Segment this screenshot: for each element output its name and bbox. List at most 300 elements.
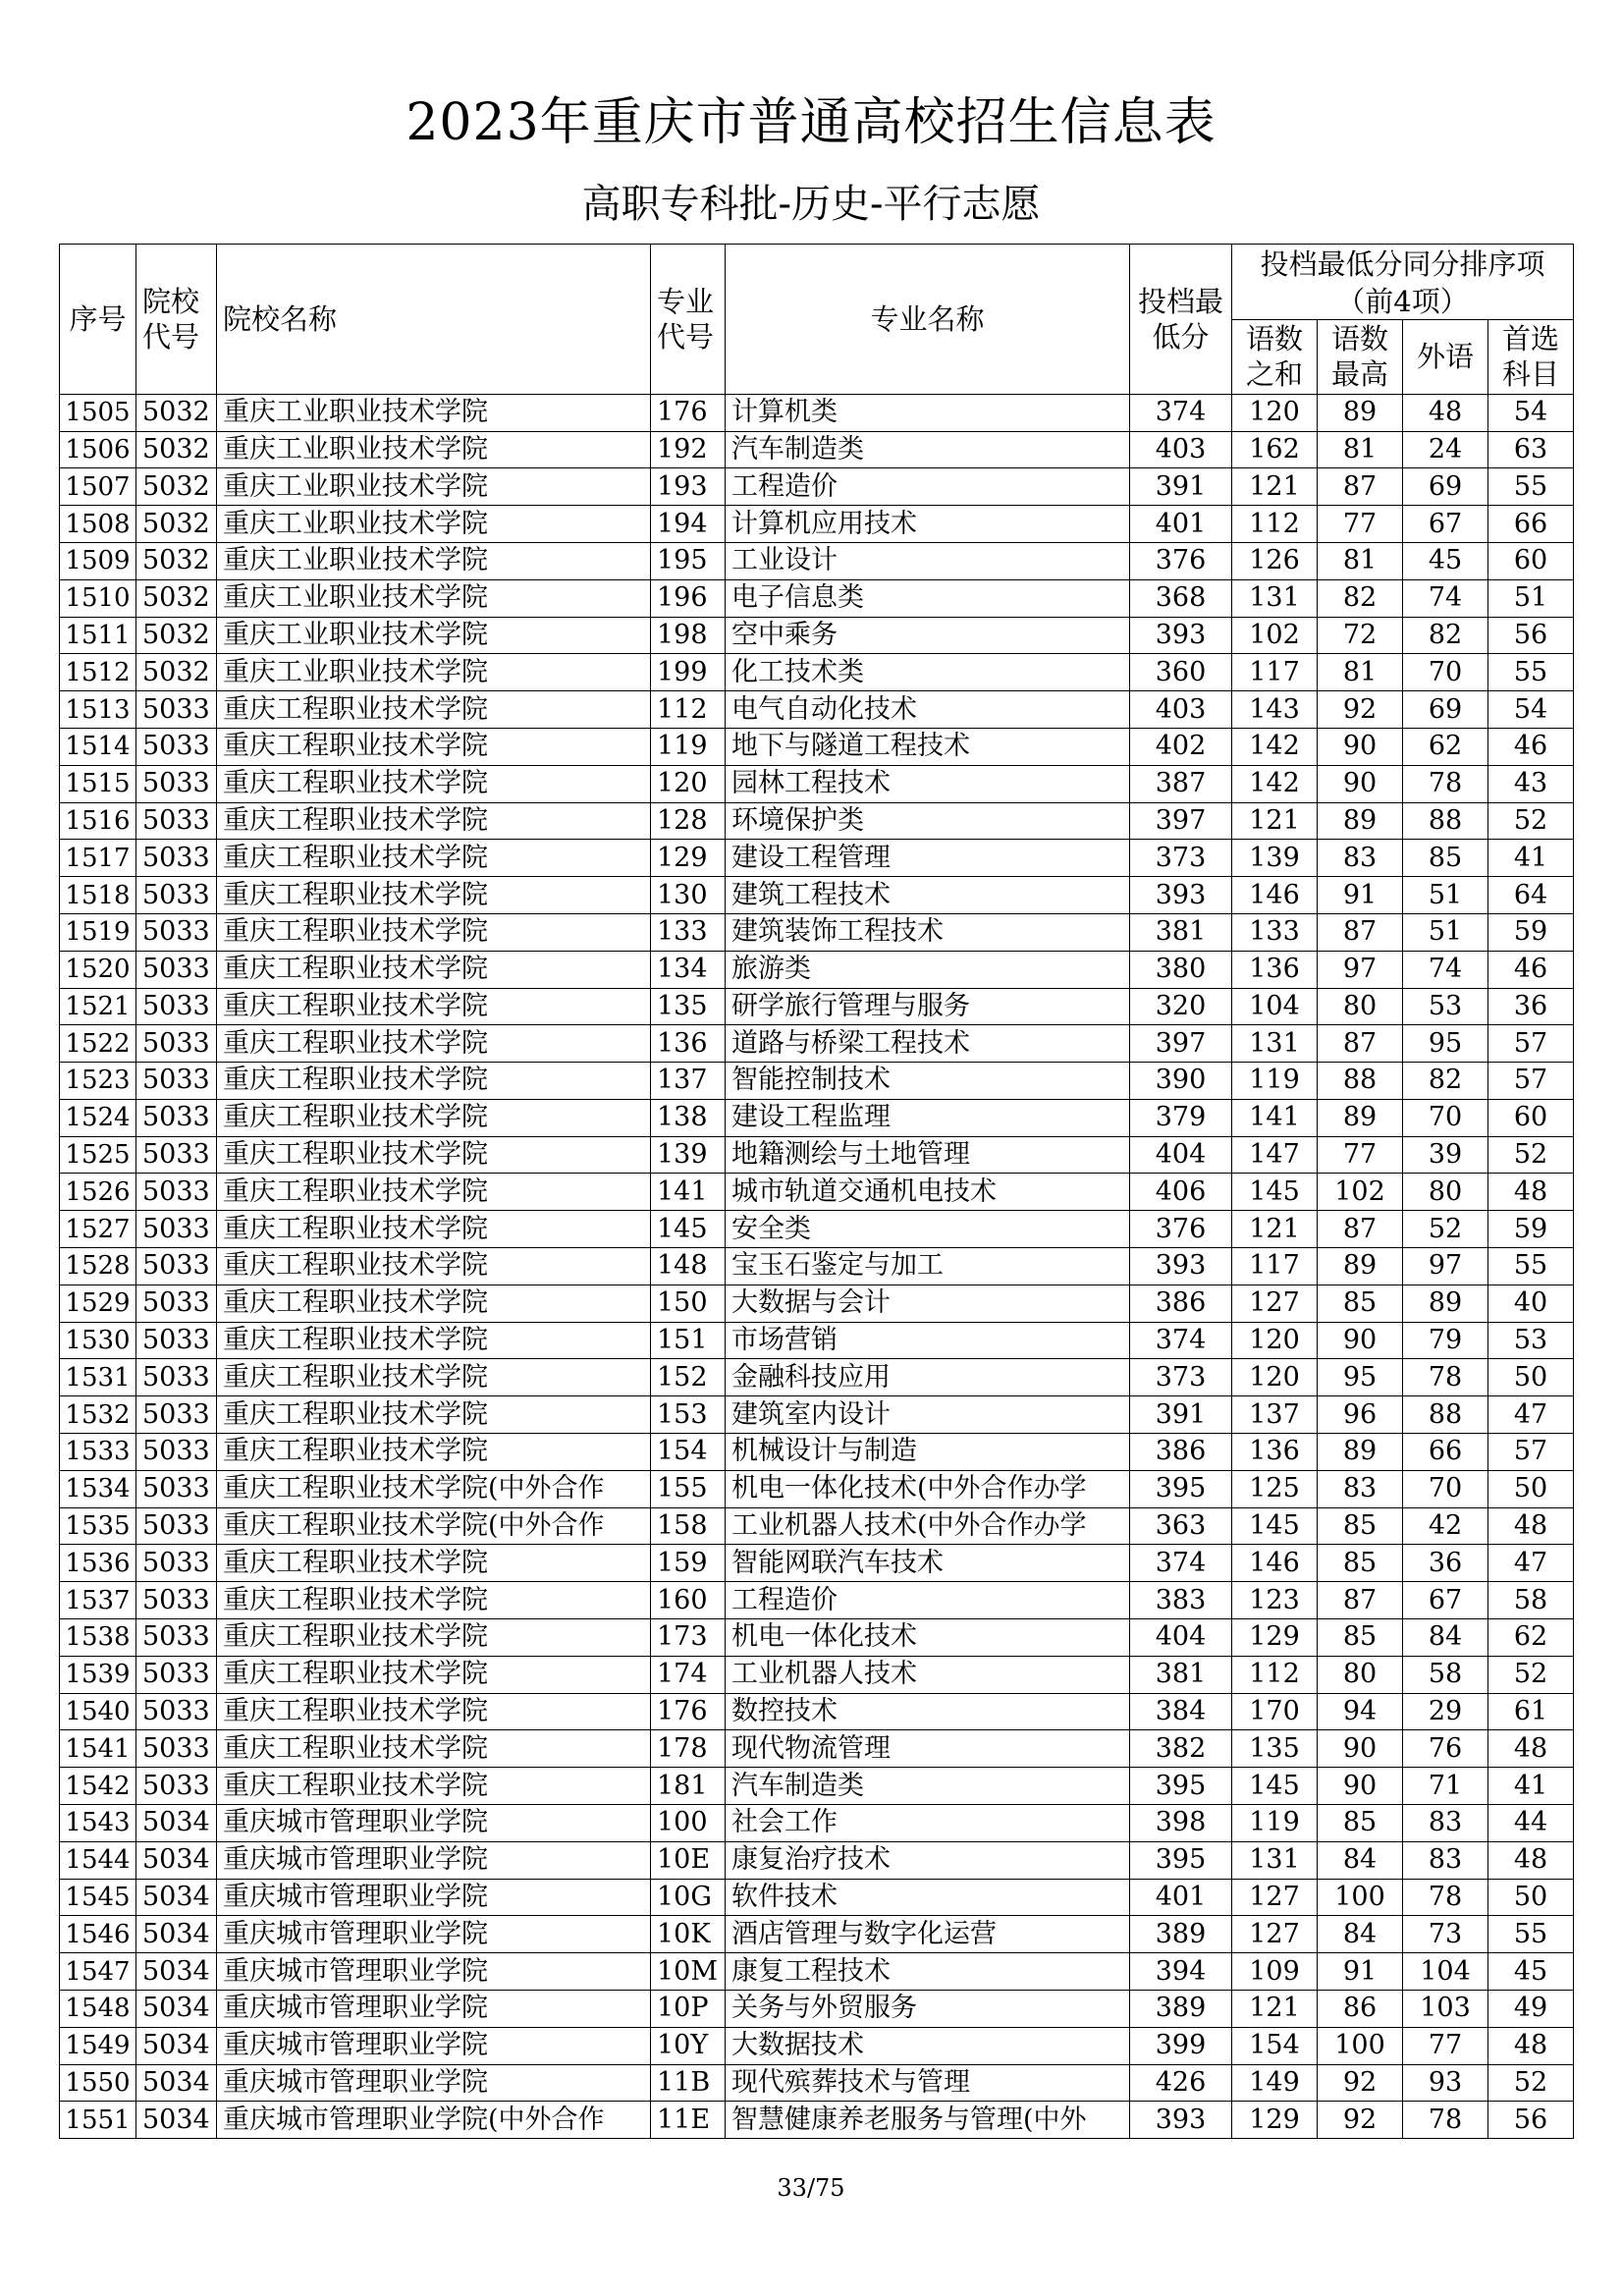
first-subject-cell: 59 <box>1488 913 1574 951</box>
first-subject-cell: 50 <box>1488 1359 1574 1396</box>
chinese-math-sum-cell: 145 <box>1232 1768 1318 1805</box>
school-name-cell: 重庆工程职业技术学院 <box>217 1359 651 1396</box>
school-code-cell: 5034 <box>136 1916 217 1953</box>
seq-cell: 1525 <box>60 1136 136 1174</box>
school-name-cell: 重庆工程职业技术学院(中外合作 <box>217 1507 651 1545</box>
school-name-cell: 重庆工业职业技术学院 <box>217 468 651 506</box>
major-name-cell: 旅游类 <box>726 951 1130 988</box>
seq-cell: 1515 <box>60 765 136 802</box>
major-code-cell: 178 <box>651 1730 726 1768</box>
chinese-math-sum-cell: 120 <box>1232 394 1318 431</box>
chinese-math-max-cell: 90 <box>1318 728 1403 765</box>
school-name-cell: 重庆城市管理职业学院 <box>217 1879 651 1916</box>
chinese-math-sum-cell: 121 <box>1232 1991 1318 2028</box>
page-title: 2023年重庆市普通高校招生信息表 <box>406 93 1216 152</box>
seq-cell: 1506 <box>60 431 136 468</box>
foreign-language-cell: 83 <box>1403 1805 1488 1842</box>
chinese-math-max-cell: 87 <box>1318 913 1403 951</box>
major-code-cell: 194 <box>651 506 726 543</box>
chinese-math-sum-cell: 120 <box>1232 1359 1318 1396</box>
min-score-cell: 393 <box>1130 877 1232 914</box>
major-name-cell: 现代殡葬技术与管理 <box>726 2064 1130 2102</box>
major-code-cell: 155 <box>651 1470 726 1507</box>
chinese-math-max-cell: 86 <box>1318 1991 1403 2028</box>
header-major-code: 专业代号 <box>651 245 726 395</box>
seq-cell: 1539 <box>60 1656 136 1693</box>
table-row <box>60 1879 1574 1916</box>
first-subject-cell: 41 <box>1488 1768 1574 1805</box>
min-score-cell: 401 <box>1130 1879 1232 1916</box>
chinese-math-sum-cell: 129 <box>1232 1619 1318 1657</box>
school-code-cell: 5033 <box>136 1730 217 1768</box>
min-score-cell: 389 <box>1130 1991 1232 2028</box>
table-row <box>60 1582 1574 1619</box>
school-code-cell: 5033 <box>136 1322 217 1359</box>
major-code-cell: 181 <box>651 1768 726 1805</box>
major-code-cell: 160 <box>651 1582 726 1619</box>
first-subject-cell: 52 <box>1488 2064 1574 2102</box>
foreign-language-cell: 51 <box>1403 877 1488 914</box>
seq-cell: 1518 <box>60 877 136 914</box>
major-code-cell: 154 <box>651 1434 726 1471</box>
table-row <box>60 1805 1574 1842</box>
admission-table <box>59 244 1574 2139</box>
chinese-math-sum-cell: 104 <box>1232 988 1318 1025</box>
foreign-language-cell: 88 <box>1403 1396 1488 1434</box>
min-score-cell: 386 <box>1130 1285 1232 1322</box>
table-row <box>60 951 1574 988</box>
table-row <box>60 1953 1574 1991</box>
major-name-cell: 地下与隧道工程技术 <box>726 728 1130 765</box>
first-subject-cell: 43 <box>1488 765 1574 802</box>
first-subject-cell: 55 <box>1488 1916 1574 1953</box>
table-row <box>60 1396 1574 1434</box>
major-code-cell: 10G <box>651 1879 726 1916</box>
chinese-math-max-cell: 81 <box>1318 654 1403 691</box>
chinese-math-sum-cell: 136 <box>1232 1434 1318 1471</box>
chinese-math-max-cell: 89 <box>1318 1248 1403 1285</box>
major-name-cell: 工程造价 <box>726 468 1130 506</box>
table-row <box>60 728 1574 765</box>
first-subject-cell: 62 <box>1488 1619 1574 1657</box>
major-code-cell: 174 <box>651 1656 726 1693</box>
foreign-language-cell: 67 <box>1403 1582 1488 1619</box>
min-score-cell: 373 <box>1130 840 1232 877</box>
foreign-language-cell: 89 <box>1403 1285 1488 1322</box>
major-code-cell: 173 <box>651 1619 726 1657</box>
chinese-math-sum-cell: 119 <box>1232 1063 1318 1100</box>
major-name-cell: 软件技术 <box>726 1879 1130 1916</box>
first-subject-cell: 48 <box>1488 2027 1574 2064</box>
table-row <box>60 1211 1574 1248</box>
table-row <box>60 1025 1574 1063</box>
chinese-math-max-cell: 90 <box>1318 765 1403 802</box>
school-code-cell: 5033 <box>136 1693 217 1730</box>
table-row <box>60 1174 1574 1211</box>
chinese-math-sum-cell: 121 <box>1232 1211 1318 1248</box>
major-code-cell: 152 <box>651 1359 726 1396</box>
major-name-cell: 康复工程技术 <box>726 1953 1130 1991</box>
school-name-cell: 重庆工业职业技术学院 <box>217 431 651 468</box>
chinese-math-max-cell: 90 <box>1318 1768 1403 1805</box>
major-name-cell: 安全类 <box>726 1211 1130 1248</box>
major-code-cell: 141 <box>651 1174 726 1211</box>
first-subject-cell: 56 <box>1488 2102 1574 2139</box>
chinese-math-max-cell: 80 <box>1318 1656 1403 1693</box>
school-code-cell: 5033 <box>136 1025 217 1063</box>
first-subject-cell: 60 <box>1488 542 1574 579</box>
foreign-language-cell: 66 <box>1403 1434 1488 1471</box>
min-score-cell: 395 <box>1130 1841 1232 1879</box>
chinese-math-sum-cell: 143 <box>1232 691 1318 729</box>
school-code-cell: 5033 <box>136 1174 217 1211</box>
seq-cell: 1549 <box>60 2027 136 2064</box>
table-row <box>60 1507 1574 1545</box>
min-score-cell: 397 <box>1130 802 1232 840</box>
chinese-math-max-cell: 85 <box>1318 1545 1403 1582</box>
min-score-cell: 397 <box>1130 1025 1232 1063</box>
min-score-cell: 395 <box>1130 1768 1232 1805</box>
min-score-cell: 403 <box>1130 431 1232 468</box>
school-name-cell: 重庆工业职业技术学院 <box>217 542 651 579</box>
major-code-cell: 120 <box>651 765 726 802</box>
chinese-math-sum-cell: 136 <box>1232 951 1318 988</box>
major-name-cell: 建筑装饰工程技术 <box>726 913 1130 951</box>
seq-cell: 1533 <box>60 1434 136 1471</box>
school-code-cell: 5033 <box>136 1768 217 1805</box>
seq-cell: 1510 <box>60 579 136 617</box>
school-name-cell: 重庆工程职业技术学院 <box>217 802 651 840</box>
chinese-math-sum-cell: 146 <box>1232 877 1318 914</box>
foreign-language-cell: 42 <box>1403 1507 1488 1545</box>
major-code-cell: 129 <box>651 840 726 877</box>
first-subject-cell: 46 <box>1488 728 1574 765</box>
min-score-cell: 399 <box>1130 2027 1232 2064</box>
chinese-math-sum-cell: 139 <box>1232 840 1318 877</box>
min-score-cell: 374 <box>1130 1545 1232 1582</box>
major-code-cell: 136 <box>651 1025 726 1063</box>
chinese-math-max-cell: 72 <box>1318 617 1403 654</box>
first-subject-cell: 52 <box>1488 1656 1574 1693</box>
table-row <box>60 1991 1574 2028</box>
chinese-math-max-cell: 80 <box>1318 988 1403 1025</box>
table-row <box>60 394 1574 431</box>
chinese-math-sum-cell: 145 <box>1232 1507 1318 1545</box>
foreign-language-cell: 45 <box>1403 542 1488 579</box>
min-score-cell: 374 <box>1130 1322 1232 1359</box>
major-code-cell: 135 <box>651 988 726 1025</box>
major-name-cell: 园林工程技术 <box>726 765 1130 802</box>
school-name-cell: 重庆工业职业技术学院 <box>217 579 651 617</box>
foreign-language-cell: 95 <box>1403 1025 1488 1063</box>
foreign-language-cell: 70 <box>1403 654 1488 691</box>
seq-cell: 1550 <box>60 2064 136 2102</box>
major-code-cell: 10E <box>651 1841 726 1879</box>
school-name-cell: 重庆工程职业技术学院(中外合作 <box>217 1470 651 1507</box>
seq-cell: 1523 <box>60 1063 136 1100</box>
chinese-math-sum-cell: 117 <box>1232 654 1318 691</box>
chinese-math-sum-cell: 135 <box>1232 1730 1318 1768</box>
school-name-cell: 重庆工程职业技术学院 <box>217 877 651 914</box>
chinese-math-sum-cell: 146 <box>1232 1545 1318 1582</box>
first-subject-cell: 58 <box>1488 1582 1574 1619</box>
chinese-math-sum-cell: 129 <box>1232 2102 1318 2139</box>
min-score-cell: 381 <box>1130 1656 1232 1693</box>
major-code-cell: 100 <box>651 1805 726 1842</box>
min-score-cell: 391 <box>1130 468 1232 506</box>
chinese-math-sum-cell: 102 <box>1232 617 1318 654</box>
chinese-math-max-cell: 84 <box>1318 1841 1403 1879</box>
chinese-math-sum-cell: 112 <box>1232 506 1318 543</box>
major-code-cell: 198 <box>651 617 726 654</box>
foreign-language-cell: 74 <box>1403 951 1488 988</box>
chinese-math-max-cell: 97 <box>1318 951 1403 988</box>
school-code-cell: 5033 <box>136 1359 217 1396</box>
school-name-cell: 重庆工业职业技术学院 <box>217 506 651 543</box>
table-row <box>60 691 1574 729</box>
min-score-cell: 384 <box>1130 1693 1232 1730</box>
min-score-cell: 368 <box>1130 579 1232 617</box>
major-name-cell: 机电一体化技术 <box>726 1619 1130 1657</box>
school-name-cell: 重庆工程职业技术学院 <box>217 1693 651 1730</box>
chinese-math-max-cell: 82 <box>1318 579 1403 617</box>
min-score-cell: 404 <box>1130 1619 1232 1657</box>
school-code-cell: 5033 <box>136 1136 217 1174</box>
school-code-cell: 5033 <box>136 1619 217 1657</box>
chinese-math-max-cell: 94 <box>1318 1693 1403 1730</box>
chinese-math-max-cell: 85 <box>1318 1507 1403 1545</box>
seq-cell: 1537 <box>60 1582 136 1619</box>
school-name-cell: 重庆工程职业技术学院 <box>217 1136 651 1174</box>
table-row <box>60 840 1574 877</box>
first-subject-cell: 49 <box>1488 1991 1574 2028</box>
first-subject-cell: 55 <box>1488 468 1574 506</box>
chinese-math-sum-cell: 127 <box>1232 1916 1318 1953</box>
table-row <box>60 1063 1574 1100</box>
foreign-language-cell: 70 <box>1403 1099 1488 1136</box>
table-row <box>60 1470 1574 1507</box>
chinese-math-max-cell: 100 <box>1318 2027 1403 2064</box>
school-code-cell: 5033 <box>136 1248 217 1285</box>
min-score-cell: 390 <box>1130 1063 1232 1100</box>
foreign-language-cell: 88 <box>1403 802 1488 840</box>
table-row <box>60 1434 1574 1471</box>
table-row <box>60 1656 1574 1693</box>
major-name-cell: 智能控制技术 <box>726 1063 1130 1100</box>
seq-cell: 1532 <box>60 1396 136 1434</box>
foreign-language-cell: 93 <box>1403 2064 1488 2102</box>
foreign-language-cell: 73 <box>1403 1916 1488 1953</box>
major-name-cell: 空中乘务 <box>726 617 1130 654</box>
table-row <box>60 1768 1574 1805</box>
major-name-cell: 智慧健康养老服务与管理(中外 <box>726 2102 1130 2139</box>
seq-cell: 1521 <box>60 988 136 1025</box>
seq-cell: 1519 <box>60 913 136 951</box>
min-score-cell: 393 <box>1130 2102 1232 2139</box>
major-code-cell: 196 <box>651 579 726 617</box>
min-score-cell: 373 <box>1130 1359 1232 1396</box>
chinese-math-max-cell: 85 <box>1318 1805 1403 1842</box>
major-name-cell: 汽车制造类 <box>726 1768 1130 1805</box>
chinese-math-sum-cell: 126 <box>1232 542 1318 579</box>
foreign-language-cell: 82 <box>1403 617 1488 654</box>
chinese-math-sum-cell: 145 <box>1232 1174 1318 1211</box>
table-row <box>60 617 1574 654</box>
first-subject-cell: 57 <box>1488 1025 1574 1063</box>
major-code-cell: 176 <box>651 1693 726 1730</box>
major-code-cell: 112 <box>651 691 726 729</box>
chinese-math-sum-cell: 125 <box>1232 1470 1318 1507</box>
chinese-math-sum-cell: 147 <box>1232 1136 1318 1174</box>
major-code-cell: 193 <box>651 468 726 506</box>
school-name-cell: 重庆工程职业技术学院 <box>217 728 651 765</box>
foreign-language-cell: 29 <box>1403 1693 1488 1730</box>
min-score-cell: 398 <box>1130 1805 1232 1842</box>
major-code-cell: 199 <box>651 654 726 691</box>
major-name-cell: 现代物流管理 <box>726 1730 1130 1768</box>
major-code-cell: 138 <box>651 1099 726 1136</box>
school-name-cell: 重庆城市管理职业学院(中外合作 <box>217 2102 651 2139</box>
school-code-cell: 5033 <box>136 840 217 877</box>
major-name-cell: 电子信息类 <box>726 579 1130 617</box>
school-code-cell: 5033 <box>136 802 217 840</box>
school-code-cell: 5033 <box>136 728 217 765</box>
foreign-language-cell: 78 <box>1403 2102 1488 2139</box>
major-name-cell: 电气自动化技术 <box>726 691 1130 729</box>
foreign-language-cell: 67 <box>1403 506 1488 543</box>
major-name-cell: 智能网联汽车技术 <box>726 1545 1130 1582</box>
school-code-cell: 5033 <box>136 691 217 729</box>
table-body <box>60 394 1574 2138</box>
chinese-math-max-cell: 89 <box>1318 802 1403 840</box>
first-subject-cell: 66 <box>1488 506 1574 543</box>
page-subtitle: 高职专科批-历史-平行志愿 <box>581 182 1041 227</box>
chinese-math-max-cell: 91 <box>1318 877 1403 914</box>
min-score-cell: 394 <box>1130 1953 1232 1991</box>
major-code-cell: 153 <box>651 1396 726 1434</box>
first-subject-cell: 40 <box>1488 1285 1574 1322</box>
chinese-math-max-cell: 87 <box>1318 468 1403 506</box>
seq-cell: 1540 <box>60 1693 136 1730</box>
chinese-math-sum-cell: 142 <box>1232 728 1318 765</box>
foreign-language-cell: 62 <box>1403 728 1488 765</box>
school-name-cell: 重庆工程职业技术学院 <box>217 1768 651 1805</box>
foreign-language-cell: 79 <box>1403 1322 1488 1359</box>
chinese-math-max-cell: 81 <box>1318 431 1403 468</box>
school-code-cell: 5033 <box>136 1582 217 1619</box>
foreign-language-cell: 24 <box>1403 431 1488 468</box>
foreign-language-cell: 69 <box>1403 468 1488 506</box>
major-name-cell: 酒店管理与数字化运营 <box>726 1916 1130 1953</box>
foreign-language-cell: 104 <box>1403 1953 1488 1991</box>
chinese-math-sum-cell: 131 <box>1232 1025 1318 1063</box>
school-name-cell: 重庆工程职业技术学院 <box>217 1656 651 1693</box>
school-name-cell: 重庆工程职业技术学院 <box>217 1285 651 1322</box>
seq-cell: 1507 <box>60 468 136 506</box>
major-code-cell: 10M <box>651 1953 726 1991</box>
min-score-cell: 403 <box>1130 691 1232 729</box>
major-name-cell: 数控技术 <box>726 1693 1130 1730</box>
school-code-cell: 5033 <box>136 913 217 951</box>
school-code-cell: 5034 <box>136 2064 217 2102</box>
major-name-cell: 建筑室内设计 <box>726 1396 1130 1434</box>
major-code-cell: 150 <box>651 1285 726 1322</box>
table-row <box>60 988 1574 1025</box>
table-row <box>60 877 1574 914</box>
chinese-math-max-cell: 100 <box>1318 1879 1403 1916</box>
table-row <box>60 1248 1574 1285</box>
foreign-language-cell: 77 <box>1403 2027 1488 2064</box>
min-score-cell: 395 <box>1130 1470 1232 1507</box>
table-row <box>60 2102 1574 2139</box>
school-code-cell: 5034 <box>136 1879 217 1916</box>
min-score-cell: 374 <box>1130 394 1232 431</box>
table-row <box>60 1322 1574 1359</box>
school-name-cell: 重庆工程职业技术学院 <box>217 1063 651 1100</box>
major-name-cell: 金融科技应用 <box>726 1359 1130 1396</box>
header-school-code: 院校代号 <box>136 245 217 395</box>
seq-cell: 1517 <box>60 840 136 877</box>
header-min-score: 投档最低分 <box>1130 245 1232 395</box>
table-row <box>60 1285 1574 1322</box>
major-code-cell: 134 <box>651 951 726 988</box>
table-row <box>60 765 1574 802</box>
table-row <box>60 1730 1574 1768</box>
table-row <box>60 1916 1574 1953</box>
foreign-language-cell: 78 <box>1403 1879 1488 1916</box>
seq-cell: 1534 <box>60 1470 136 1507</box>
foreign-language-cell: 78 <box>1403 1359 1488 1396</box>
foreign-language-cell: 80 <box>1403 1174 1488 1211</box>
first-subject-cell: 63 <box>1488 431 1574 468</box>
min-score-cell: 389 <box>1130 1916 1232 1953</box>
chinese-math-sum-cell: 142 <box>1232 765 1318 802</box>
foreign-language-cell: 84 <box>1403 1619 1488 1657</box>
header-first-subject: 首选科目 <box>1488 319 1574 394</box>
table-row <box>60 506 1574 543</box>
chinese-math-max-cell: 85 <box>1318 1619 1403 1657</box>
major-code-cell: 130 <box>651 877 726 914</box>
school-code-cell: 5033 <box>136 1470 217 1507</box>
major-code-cell: 11E <box>651 2102 726 2139</box>
major-name-cell: 市场营销 <box>726 1322 1130 1359</box>
school-code-cell: 5034 <box>136 2102 217 2139</box>
table-row <box>60 802 1574 840</box>
major-name-cell: 机电一体化技术(中外合作办学 <box>726 1470 1130 1507</box>
table-row <box>60 1136 1574 1174</box>
seq-cell: 1546 <box>60 1916 136 1953</box>
first-subject-cell: 54 <box>1488 691 1574 729</box>
seq-cell: 1522 <box>60 1025 136 1063</box>
major-name-cell: 工业设计 <box>726 542 1130 579</box>
header-foreign-language: 外语 <box>1403 319 1488 394</box>
major-code-cell: 10Y <box>651 2027 726 2064</box>
seq-cell: 1508 <box>60 506 136 543</box>
seq-cell: 1514 <box>60 728 136 765</box>
first-subject-cell: 57 <box>1488 1063 1574 1100</box>
school-code-cell: 5034 <box>136 2027 217 2064</box>
school-code-cell: 5032 <box>136 542 217 579</box>
major-name-cell: 大数据技术 <box>726 2027 1130 2064</box>
chinese-math-sum-cell: 112 <box>1232 1656 1318 1693</box>
min-score-cell: 387 <box>1130 765 1232 802</box>
school-name-cell: 重庆工程职业技术学院 <box>217 691 651 729</box>
major-name-cell: 关务与外贸服务 <box>726 1991 1130 2028</box>
school-code-cell: 5033 <box>136 1099 217 1136</box>
chinese-math-sum-cell: 131 <box>1232 1841 1318 1879</box>
min-score-cell: 380 <box>1130 951 1232 988</box>
first-subject-cell: 60 <box>1488 1099 1574 1136</box>
